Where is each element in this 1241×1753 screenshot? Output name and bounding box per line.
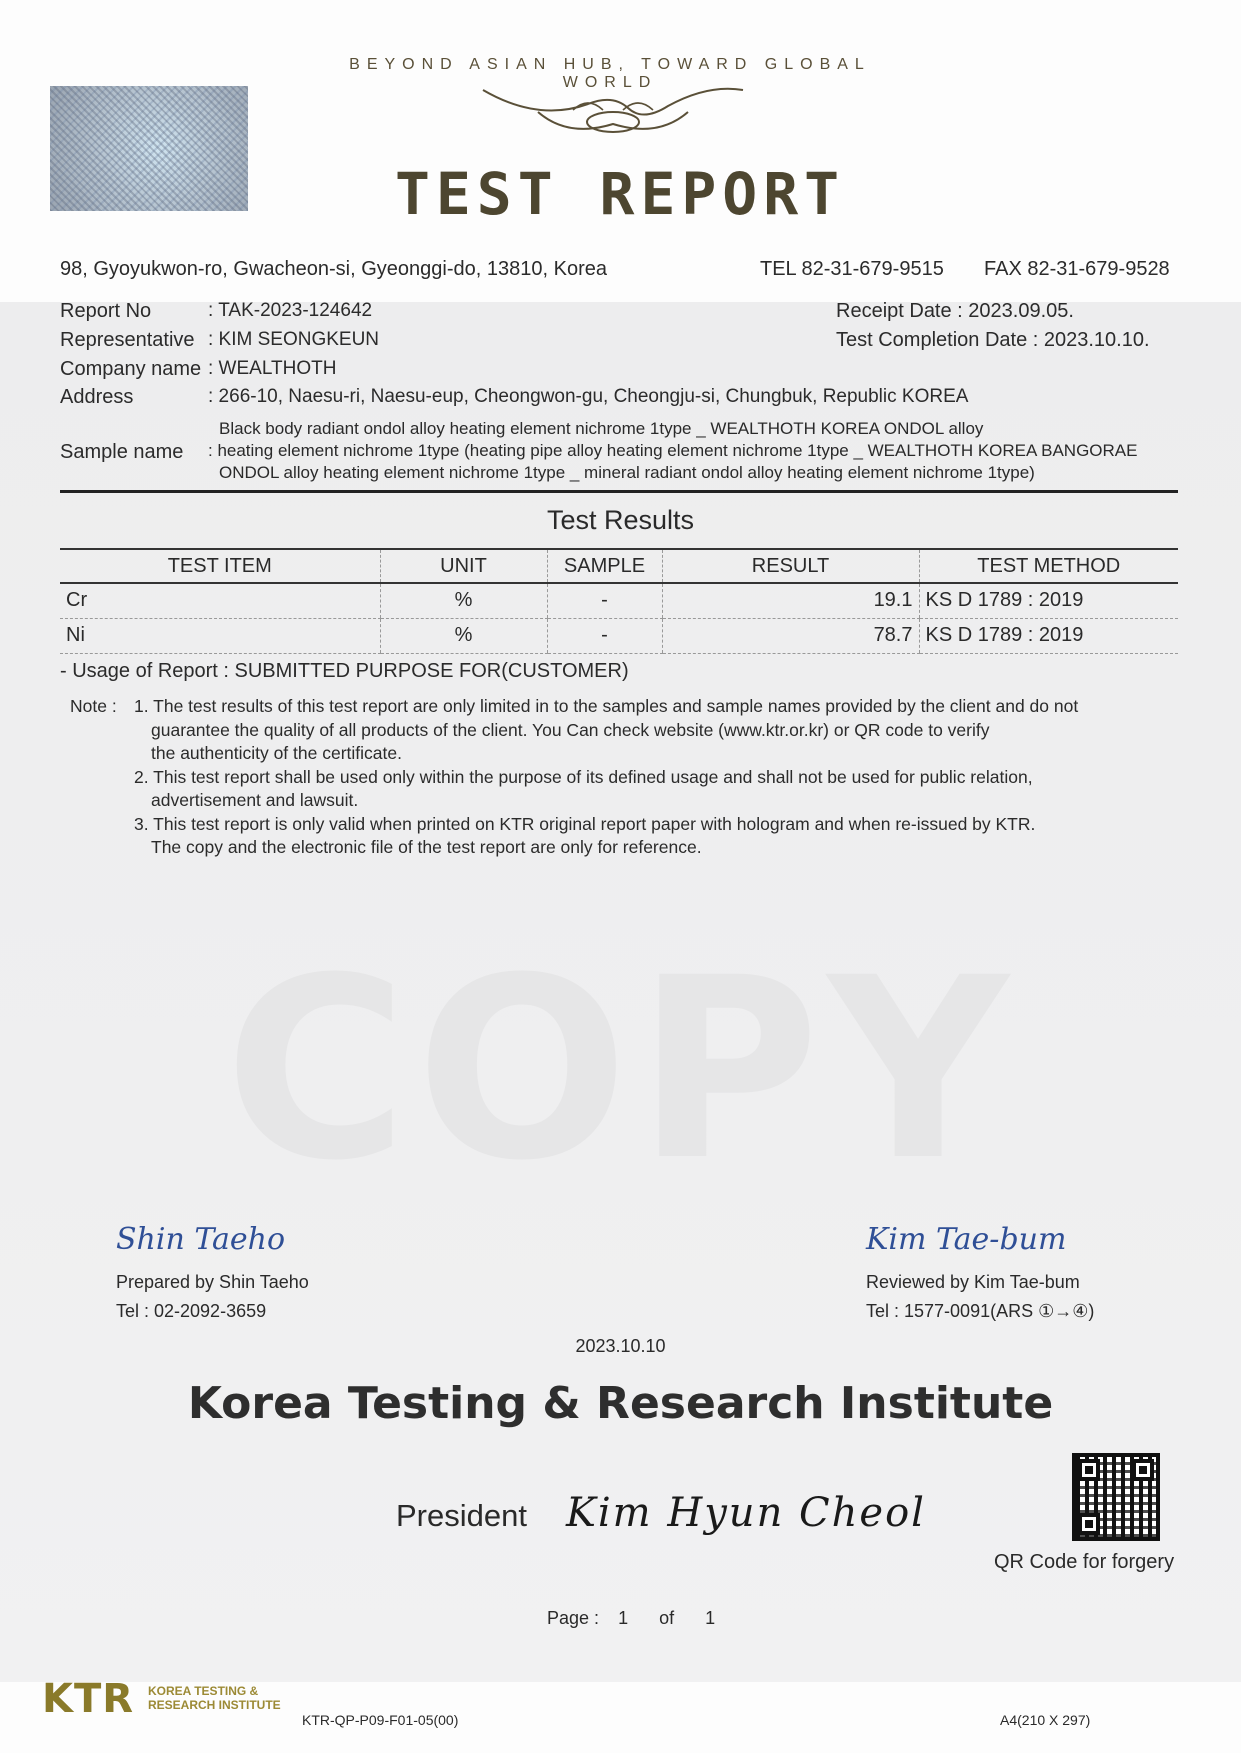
note-2-line-2: advertisement and lawsuit.: [151, 790, 359, 810]
sample-text: Black body radiant ondol alloy heating element nichrome 1type _ WEALTHOTH KOREA ONDOL alloy: [219, 419, 984, 438]
page-of: of: [659, 1608, 675, 1628]
tagline: BEYOND ASIAN HUB, TOWARD GLOBAL WORLD: [349, 56, 871, 91]
watermark: COPY: [224, 940, 1017, 1200]
note-3-line-1: 3. This test report is only valid when printed on KTR original report paper with hologram and when re-issued by KTR.: [134, 813, 1036, 834]
paper-size: A4(210 X 297): [1000, 1712, 1091, 1728]
hologram-icon: [50, 86, 248, 211]
sample-line-2: : heating element nichrome 1type (heating pipe alloy heating element nichrome 1type _ WEALTHOTH KOREA BANGORAE: [208, 441, 1138, 460]
sample-line-1: [208, 418, 983, 440]
cell-unit: %: [380, 618, 547, 653]
representative-value: : KIM SEONGKEUN: [208, 329, 380, 350]
completion-date: Test Completion Date : 2023.10.10.: [836, 329, 1150, 351]
lab-address: 98, Gyoyukwon-ro, Gwacheon-si, Gyeonggi-do, 13810, Korea: [60, 258, 607, 280]
page-indicator: [547, 1608, 715, 1629]
note-1-line-3: the authenticity of the certificate.: [151, 743, 402, 763]
reviewed-signature: Kim Tae-bum: [866, 1222, 1067, 1257]
cell-method: KS D 1789 : 2019: [919, 618, 1178, 653]
president-label: President: [396, 1498, 527, 1533]
prepared-signature: Shin Taeho: [116, 1222, 286, 1257]
cell-result: 78.7: [662, 618, 919, 653]
page-current: 1: [618, 1608, 629, 1628]
logo-sub-line-1: KOREA TESTING &: [148, 1684, 259, 1698]
logo-sub-line-2: RESEARCH INSTITUTE: [148, 1698, 281, 1712]
column-header: UNIT: [380, 549, 547, 583]
divider: [60, 490, 1178, 493]
address-label: Address: [60, 386, 134, 408]
table-row: [60, 618, 1178, 653]
note-1-line-2: guarantee the quality of all products of the client. You Can check website (www.ktr.or.kr) or QR code to verify: [151, 719, 990, 740]
note-2-line-1: 2. This test report shall be used only within the purpose of its defined usage and shall not be used for public relation,: [134, 766, 1033, 787]
sample-line-3: ONDOL alloy heating element nichrome 1type _ mineral radiant ondol alloy heating element nichrome 1type): [219, 463, 1035, 482]
receipt-date: Receipt Date : 2023.09.05.: [836, 300, 1074, 322]
page-title: TEST REPORT: [394, 160, 846, 228]
usage-of-report: - Usage of Report : SUBMITTED PURPOSE FOR(CUSTOMER): [60, 660, 629, 682]
note-1-line-1: 1. The test results of this test report are only limited in to the samples and sample names provided by the client and do not: [134, 696, 1079, 716]
note-label: Note :: [70, 696, 117, 716]
representative-label: Representative: [60, 329, 195, 351]
company-label: Company name: [60, 358, 202, 380]
notes-list: [134, 695, 1194, 860]
prepared-by: Prepared by Shin Taeho: [116, 1272, 309, 1292]
results-heading: Test Results: [546, 505, 695, 535]
institute-name: Korea Testing & Research Institute: [187, 1378, 1054, 1429]
cell-item: Ni: [60, 618, 380, 653]
qr-caption: QR Code for forgery: [994, 1551, 1175, 1573]
lab-fax: FAX 82-31-679-9528: [984, 258, 1170, 280]
table-row: [60, 583, 1178, 618]
cell-sample: -: [547, 618, 662, 653]
report-no-value: : TAK-2023-124642: [208, 300, 373, 321]
scroll-ornament-icon: [478, 82, 748, 144]
president-signature: Kim Hyun Cheol: [566, 1490, 926, 1536]
company-value: : WEALTHOTH: [208, 358, 337, 379]
qr-code-icon[interactable]: [1072, 1453, 1160, 1541]
report-no-label: Report No: [60, 300, 152, 322]
form-code: KTR-QP-P09-F01-05(00): [302, 1712, 459, 1728]
ktr-logo: KTR: [42, 1676, 135, 1722]
column-header: SAMPLE: [547, 549, 662, 583]
page-label: Page :: [547, 1608, 600, 1628]
cell-method: KS D 1789 : 2019: [919, 583, 1178, 618]
cell-sample: -: [547, 583, 662, 618]
reviewed-by: Reviewed by Kim Tae-bum: [866, 1272, 1080, 1292]
prepared-tel: Tel : 02-2092-3659: [116, 1301, 267, 1321]
column-header: TEST METHOD: [919, 549, 1178, 583]
address-value: : 266-10, Naesu-ri, Naesu-eup, Cheongwon-gu, Cheongju-si, Chungbuk, Republic KOREA: [208, 386, 969, 407]
cell-result: 19.1: [662, 583, 919, 618]
reviewed-tel: Tel : 1577-0091(ARS ①→④): [866, 1301, 1095, 1321]
results-table: [60, 548, 1178, 654]
column-header: TEST ITEM: [60, 549, 380, 583]
lab-tel: TEL 82-31-679-9515: [760, 258, 944, 280]
cell-item: Cr: [60, 583, 380, 618]
note-3-line-2: The copy and the electronic file of the test report are only for reference.: [151, 837, 702, 857]
column-header: RESULT: [662, 549, 919, 583]
issue-date: 2023.10.10: [575, 1336, 666, 1356]
sample-label: Sample name: [60, 441, 184, 463]
table-header-row: [60, 549, 1178, 583]
ktr-logo-subtitle: [148, 1684, 281, 1712]
cell-unit: %: [380, 583, 547, 618]
page-total: 1: [705, 1608, 716, 1628]
